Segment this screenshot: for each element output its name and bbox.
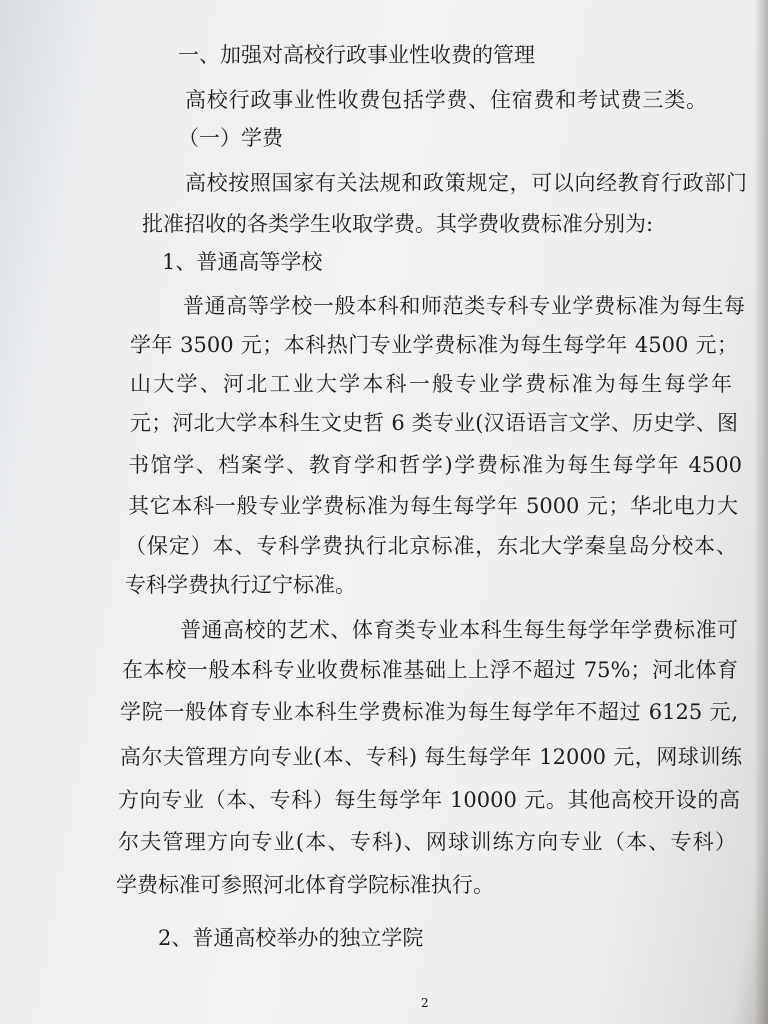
item-heading: 1、普通高等学校 bbox=[162, 250, 323, 274]
page-number: 2 bbox=[421, 996, 429, 1010]
paragraph-line: 学费标准可参照河北体育学院标准执行。 bbox=[116, 873, 494, 897]
paragraph-line: 学院一般体育专业本科生学费标准为每生每学年不超过 6125 元, bbox=[120, 700, 738, 724]
paragraph-line: （保定）本、专科学费执行北京标准，东北大学秦皇岛分校本、 bbox=[125, 534, 737, 558]
paragraph-line: 方向专业（本、专科）每生每学年 10000 元。其他高校开设的高 bbox=[118, 788, 740, 812]
paragraph-line: 普通高校的艺术、体育类专业本科生每生每学年学费标准可 bbox=[180, 618, 738, 642]
page-edge-shadow bbox=[754, 0, 768, 1024]
paragraph-line: 高尔夫管理方向专业(本、专科) 每生每学年 12000 元，网球训练 bbox=[120, 745, 742, 769]
paragraph-line: 山大学、河北工业大学本科一般专业学费标准为每生每学年 bbox=[130, 372, 732, 396]
paragraph-line: 在本校一般本科专业收费标准基础上上浮不超过 75%；河北体育 bbox=[122, 658, 738, 682]
item-heading: 2、普通高校举办的独立学院 bbox=[158, 926, 424, 950]
section-heading: 一、加强对高校行政事业性收费的管理 bbox=[178, 43, 535, 67]
paragraph-line: 高校按照国家有关法规和政策规定，可以向经教育行政部门 bbox=[185, 171, 747, 195]
paragraph-line: 书馆学、档案学、教育学和哲学)学费标准为每生每学年 4500 bbox=[128, 453, 742, 477]
paragraph-line: 元；河北大学本科生文史哲 6 类专业(汉语语言文学、历史学、图 bbox=[130, 411, 738, 435]
paragraph-line: 学年 3500 元；本科热门专业学费标准为每生每学年 4500 元； bbox=[130, 333, 738, 357]
paragraph-line: 尔夫管理方向专业(本、专科)、网球训练方向专业（本、专科） bbox=[118, 830, 736, 854]
paragraph-line: 其它本科一般专业学费标准为每生每学年 5000 元；华北电力大 bbox=[128, 494, 738, 518]
paragraph-line: 批准招收的各类学生收取学费。其学费收费标准分别为: bbox=[142, 212, 654, 236]
paragraph-line: 专科学费执行辽宁标准。 bbox=[125, 573, 356, 597]
paragraph-line: 高校行政事业性收费包括学费、住宿费和考试费三类。 bbox=[185, 88, 707, 112]
paragraph-line: 普通高等学校一般本科和师范类专科专业学费标准为每生每 bbox=[183, 294, 745, 318]
subsection-heading: （一）学费 bbox=[178, 126, 283, 150]
